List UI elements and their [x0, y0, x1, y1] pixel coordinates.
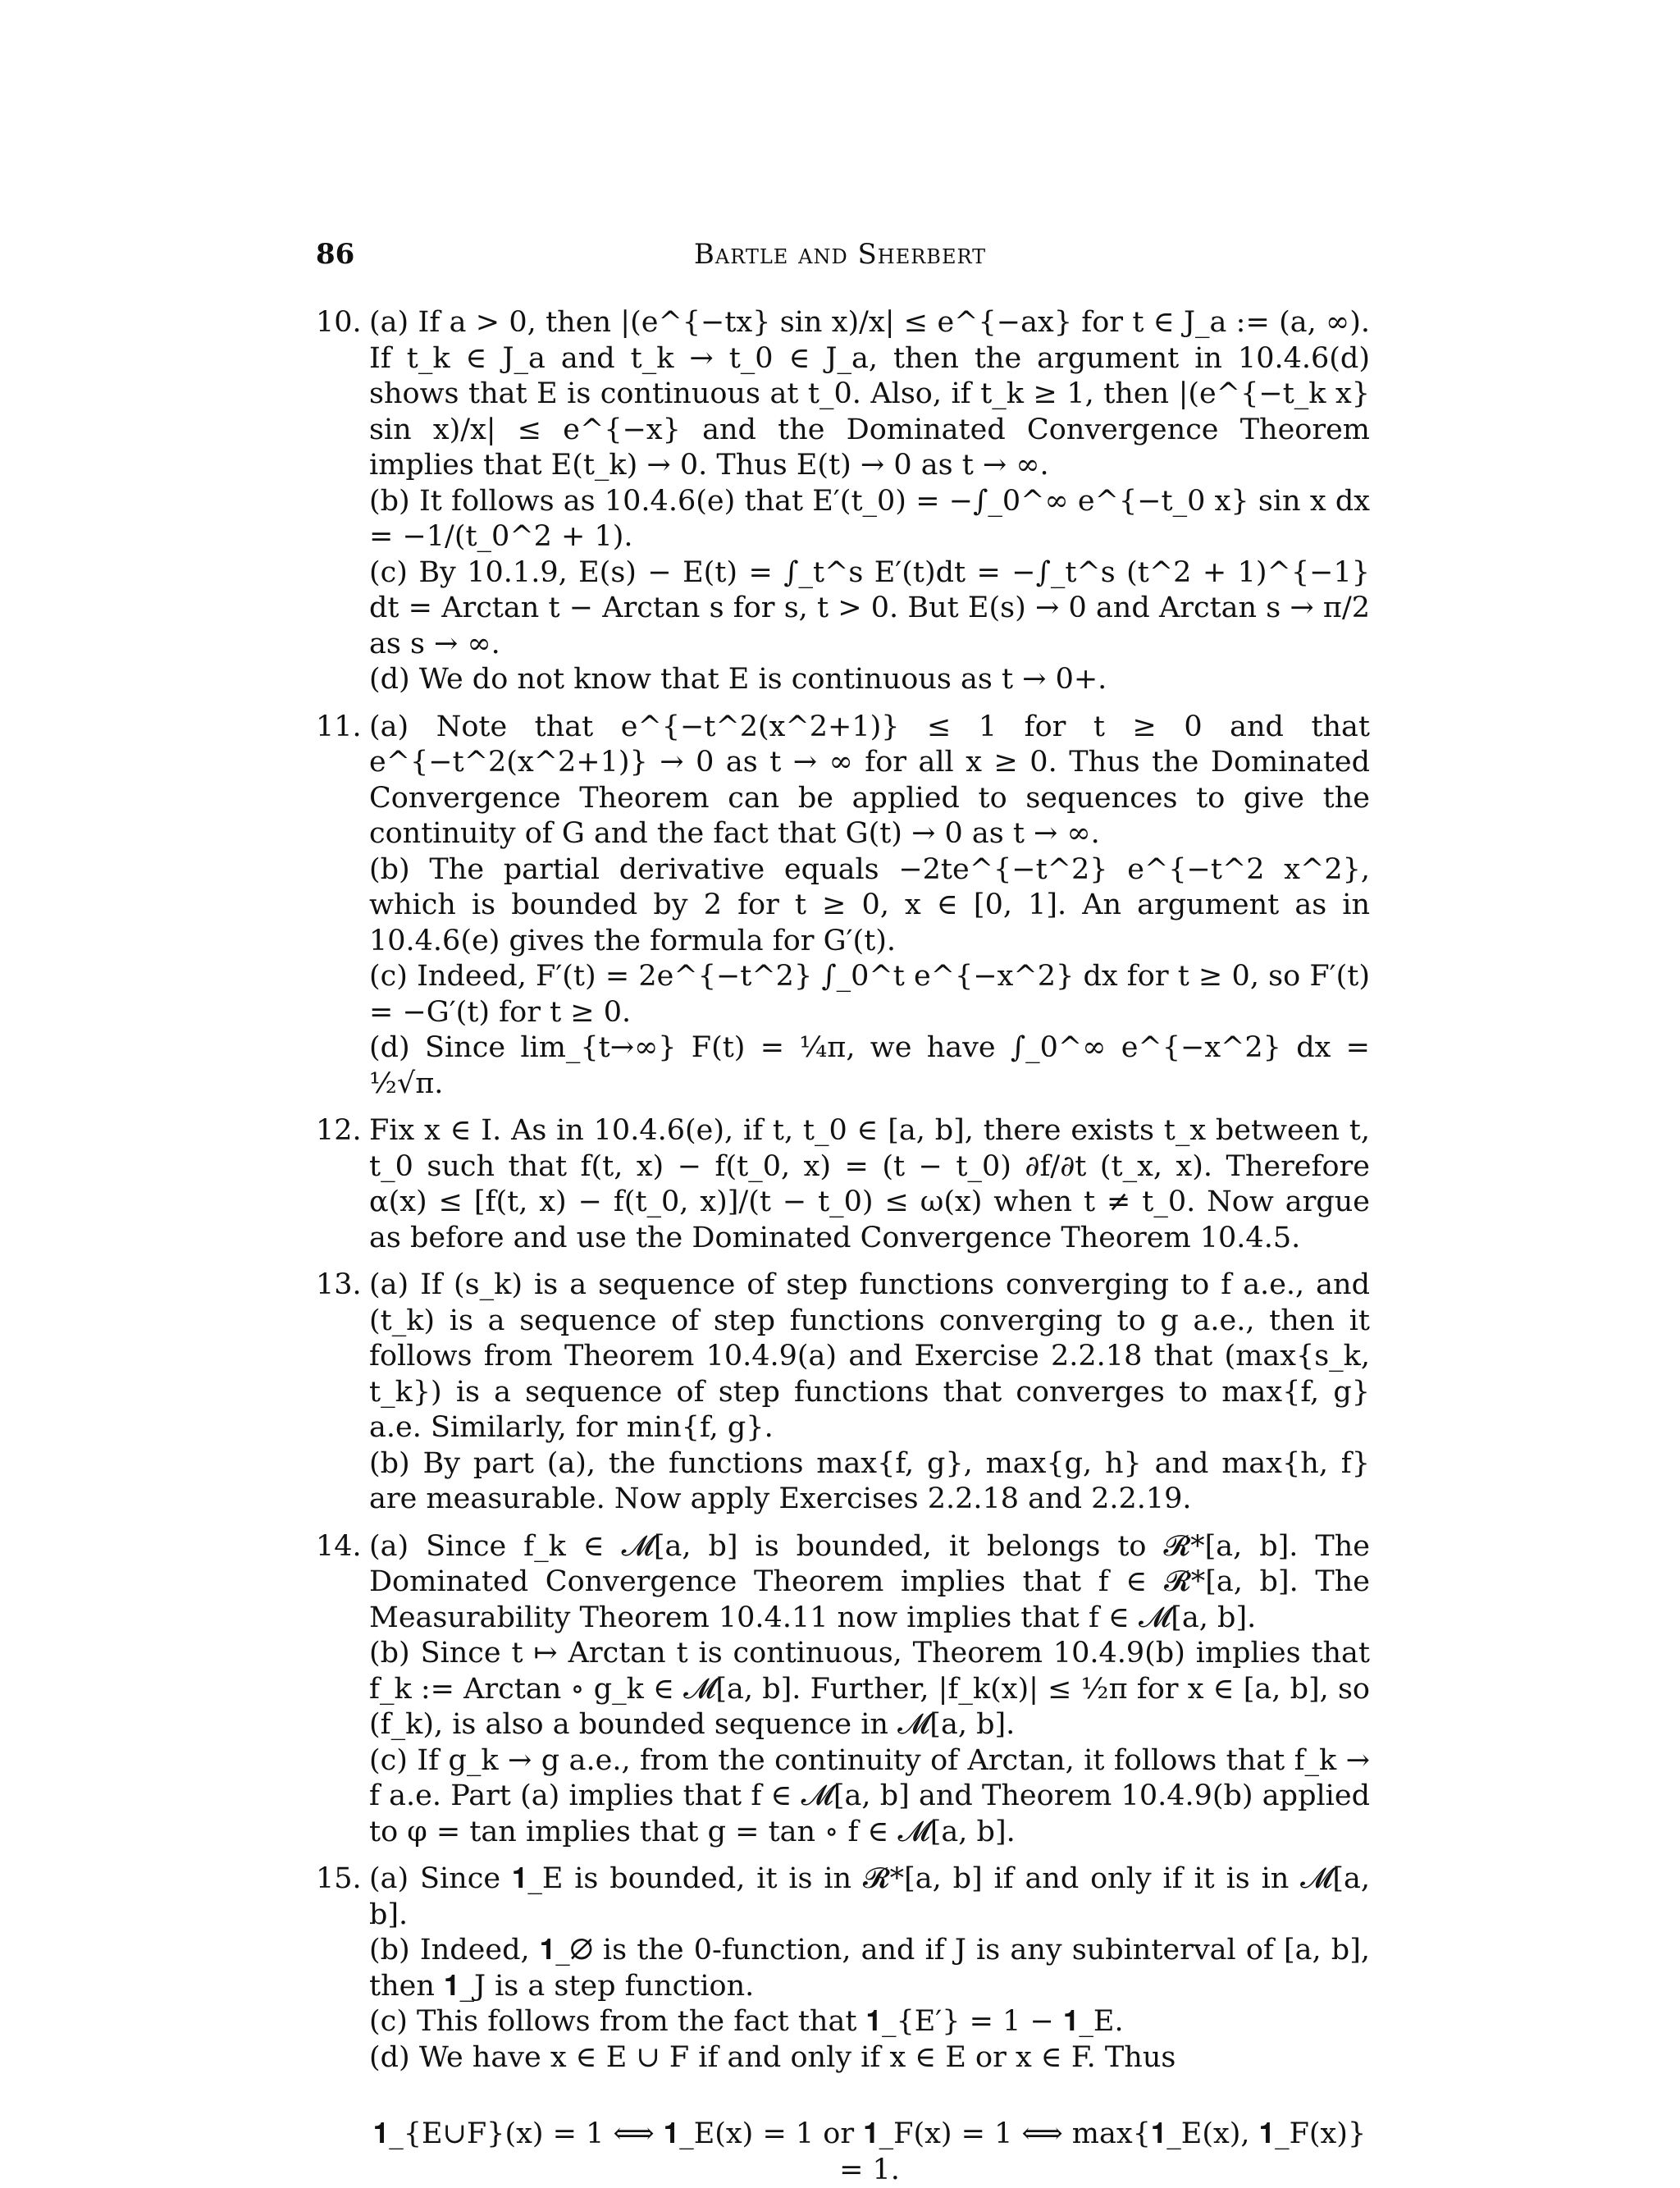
exercise-part: (c) If g_k → g a.e., from the continuity of Arctan, it follows that f_k → f a.e. Part (a) implies that f ∈ 𝓜[a, b] and Theorem 10.4.9(b) applied to φ = tan implies that g = tan ∘ f ∈ 𝓜[a, b].	[369, 1743, 1370, 1848]
exercise-part: (b) The partial derivative equals −2te^{−t^2} e^{−t^2 x^2}, which is bounded by 2 for t ≥ 0, x ∈ [0, 1]. An argument as in 10.4.6(e) gives the formula for G′(t).	[369, 852, 1370, 957]
exercise-number: 14.	[316, 1529, 362, 1563]
exercise-part: (c) Indeed, F′(t) = 2e^{−t^2} ∫_0^t e^{−x^2} dx for t ≥ 0, so F′(t) = −G′(t) for t ≥ 0.	[369, 960, 1370, 1029]
display-equation: 𝟏_{E∪F}(x) = 1 ⟺ 𝟏_E(x) = 1 or 𝟏_F(x) = 1 ⟺ max{𝟏_E(x), 𝟏_F(x)} = 1.	[372, 2117, 1367, 2186]
exercise-12	[316, 1113, 1370, 1256]
exercise-part: (a) Note that e^{−t^2(x^2+1)} ≤ 1 for t ≥ 0 and that e^{−t^2(x^2+1)} → 0 as t → ∞ for all x ≥ 0. Thus the Dominated Convergence Theorem can be applied to sequences to give the continuity of G and the fact that G(t) → 0 as t → ∞.	[369, 710, 1370, 850]
exercise-number: 12.	[316, 1114, 362, 1147]
exercise-number: 13.	[316, 1268, 362, 1301]
exercise-part: (d) We have x ∈ E ∪ F if and only if x ∈ E or x ∈ F. Thus	[369, 2040, 1176, 2074]
exercise-part: (b) Since t ↦ Arctan t is continuous, Theorem 10.4.9(b) implies that f_k := Arctan ∘ g_k ∈ 𝓜[a, b]. Further, |f_k(x)| ≤ ½π for x ∈ [a, b], so (f_k), is also a bounded sequence in 𝓜[a, b].	[369, 1637, 1370, 1741]
running-head: Bartle and Sherbert	[693, 238, 987, 271]
exercise-15	[316, 1861, 1370, 2076]
exercise-13	[316, 1268, 1370, 1518]
exercise-number: 11.	[316, 710, 362, 743]
exercise-14	[316, 1529, 1370, 1851]
exercise-number: 15.	[316, 1862, 362, 1895]
exercise-10	[316, 305, 1370, 698]
exercise-part: (a) Since 𝟏_E is bounded, it is in 𝓡*[a, b] if and only if it is in 𝓜[a, b].	[369, 1862, 1370, 1931]
exercise-11	[316, 710, 1370, 1103]
page-number: 86	[316, 238, 355, 271]
exercise-list	[316, 305, 1370, 2188]
exercise-part: Fix x ∈ I. As in 10.4.6(e), if t, t_0 ∈ [a, b], there exists t_x between t, t_0 such that f(t, x) − f(t_0, x) = (t − t_0) ∂f/∂t (t_x, x). Therefore α(x) ≤ [f(t, x) − f(t_0, x)]/(t − t_0) ≤ ω(x) when t ≠ t_0. Now argue as before and use the Dominated Convergence Theorem 10.4.5.	[369, 1114, 1370, 1254]
exercise-part: (b) Indeed, 𝟏_∅ is the 0-function, and if J is any subinterval of [a, b], then 𝟏_J is a step function.	[369, 1934, 1370, 2003]
exercise-number: 10.	[316, 306, 362, 339]
exercise-part: (b) It follows as 10.4.6(e) that E′(t_0) = −∫_0^∞ e^{−t_0 x} sin x dx = −1/(t_0^2 + 1).	[369, 484, 1370, 553]
exercise-part: (c) This follows from the fact that 𝟏_{E′} = 1 − 𝟏_E.	[369, 2005, 1124, 2038]
exercise-part: (a) Since f_k ∈ 𝓜[a, b] is bounded, it belongs to 𝓡*[a, b]. The Dominated Convergence Theorem implies that f ∈ 𝓡*[a, b]. The Measurability Theorem 10.4.11 now implies that f ∈ 𝓜[a, b].	[369, 1529, 1370, 1634]
exercise-part: (d) We do not know that E is continuous as t → 0+.	[369, 663, 1107, 696]
exercise-part: (a) If a > 0, then |(e^{−tx} sin x)/x| ≤ e^{−ax} for t ∈ J_a := (a, ∞). If t_k ∈ J_a and t_k → t_0 ∈ J_a, then the argument in 10.4.6(d) shows that E is continuous at t_0. Also, if t_k ≥ 1, then |(e^{−t_k x} sin x)/x| ≤ e^{−x} and the Dominated Convergence Theorem implies that E(t_k) → 0. Thus E(t) → 0 as t → ∞.	[369, 306, 1370, 482]
exercise-part: (a) If (s_k) is a sequence of step functions converging to f a.e., and (t_k) is a sequence of step functions converging to g a.e., then it follows from Theorem 10.4.9(a) and Exercise 2.2.18 that (max{s_k, t_k}) is a sequence of step functions that converges to max{f, g} a.e. Similarly, for min{f, g}.	[369, 1268, 1370, 1444]
exercise-part: (b) By part (a), the functions max{f, g}, max{g, h} and max{h, f} are measurable. Now apply Exercises 2.2.18 and 2.2.19.	[369, 1446, 1370, 1515]
exercise-part: (c) By 10.1.9, E(s) − E(t) = ∫_t^s E′(t)dt = −∫_t^s (t^2 + 1)^{−1} dt = Arctan t − Arctan s for s, t > 0. But E(s) → 0 and Arctan s → π/2 as s → ∞.	[369, 555, 1370, 660]
exercise-part: (d) Since lim_{t→∞} F(t) = ¼π, we have ∫_0^∞ e^{−x^2} dx = ½√π.	[369, 1031, 1370, 1100]
